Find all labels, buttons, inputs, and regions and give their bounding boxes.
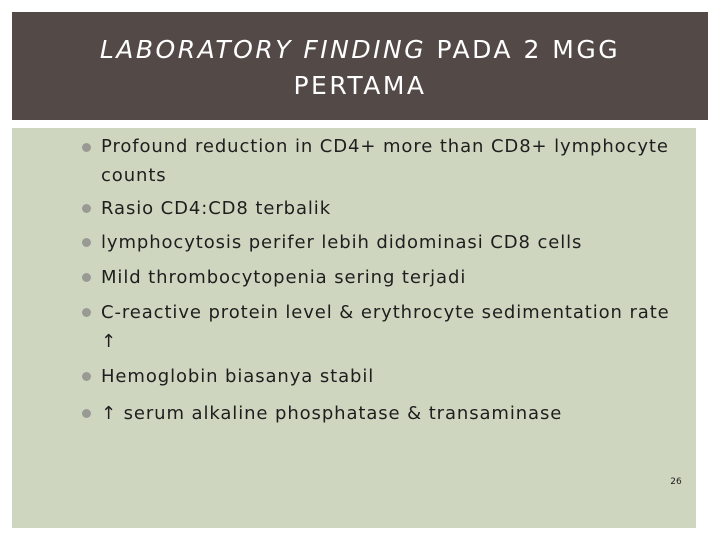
slide-title [12,32,708,104]
bullet-item-1: Profound reduction in CD4+ more than CD8+ lymphocyte counts [101,136,669,186]
content-panel [12,128,708,528]
bullet-dot-icon [82,409,91,418]
bullet-dot-icon [82,204,91,213]
bullet-item-2: Rasio CD4:CD8 terbalik [101,198,332,219]
title-plain-part: PADA 2 MGG [426,35,621,64]
bullet-item-5: C-reactive protein level & erythrocyte sedimentation rate ↑ [101,302,670,352]
title-line-1 [12,32,708,68]
bullet-item-4: Mild thrombocytopenia sering terjadi [101,267,467,288]
bullet-item-6: Hemoglobin biasanya stabil [101,366,375,387]
bullet-dot-icon [82,308,91,317]
bullet-dot-icon [82,143,91,152]
bullet-item-7: ↑ serum alkaline phosphatase & transaminase [101,403,563,424]
bullet-dot-icon [82,238,91,247]
bullet-dot-icon [82,273,91,282]
title-italic-part: LABORATORY FINDING [99,35,427,64]
title-bar [12,12,708,120]
bullet-dot-icon [82,372,91,381]
page-number: 26 [670,477,682,487]
bullet-list [12,128,696,528]
title-line-2: PERTAMA [293,71,427,100]
bullet-item-3: lymphocytosis perifer lebih didominasi CD8 cells [101,232,583,253]
